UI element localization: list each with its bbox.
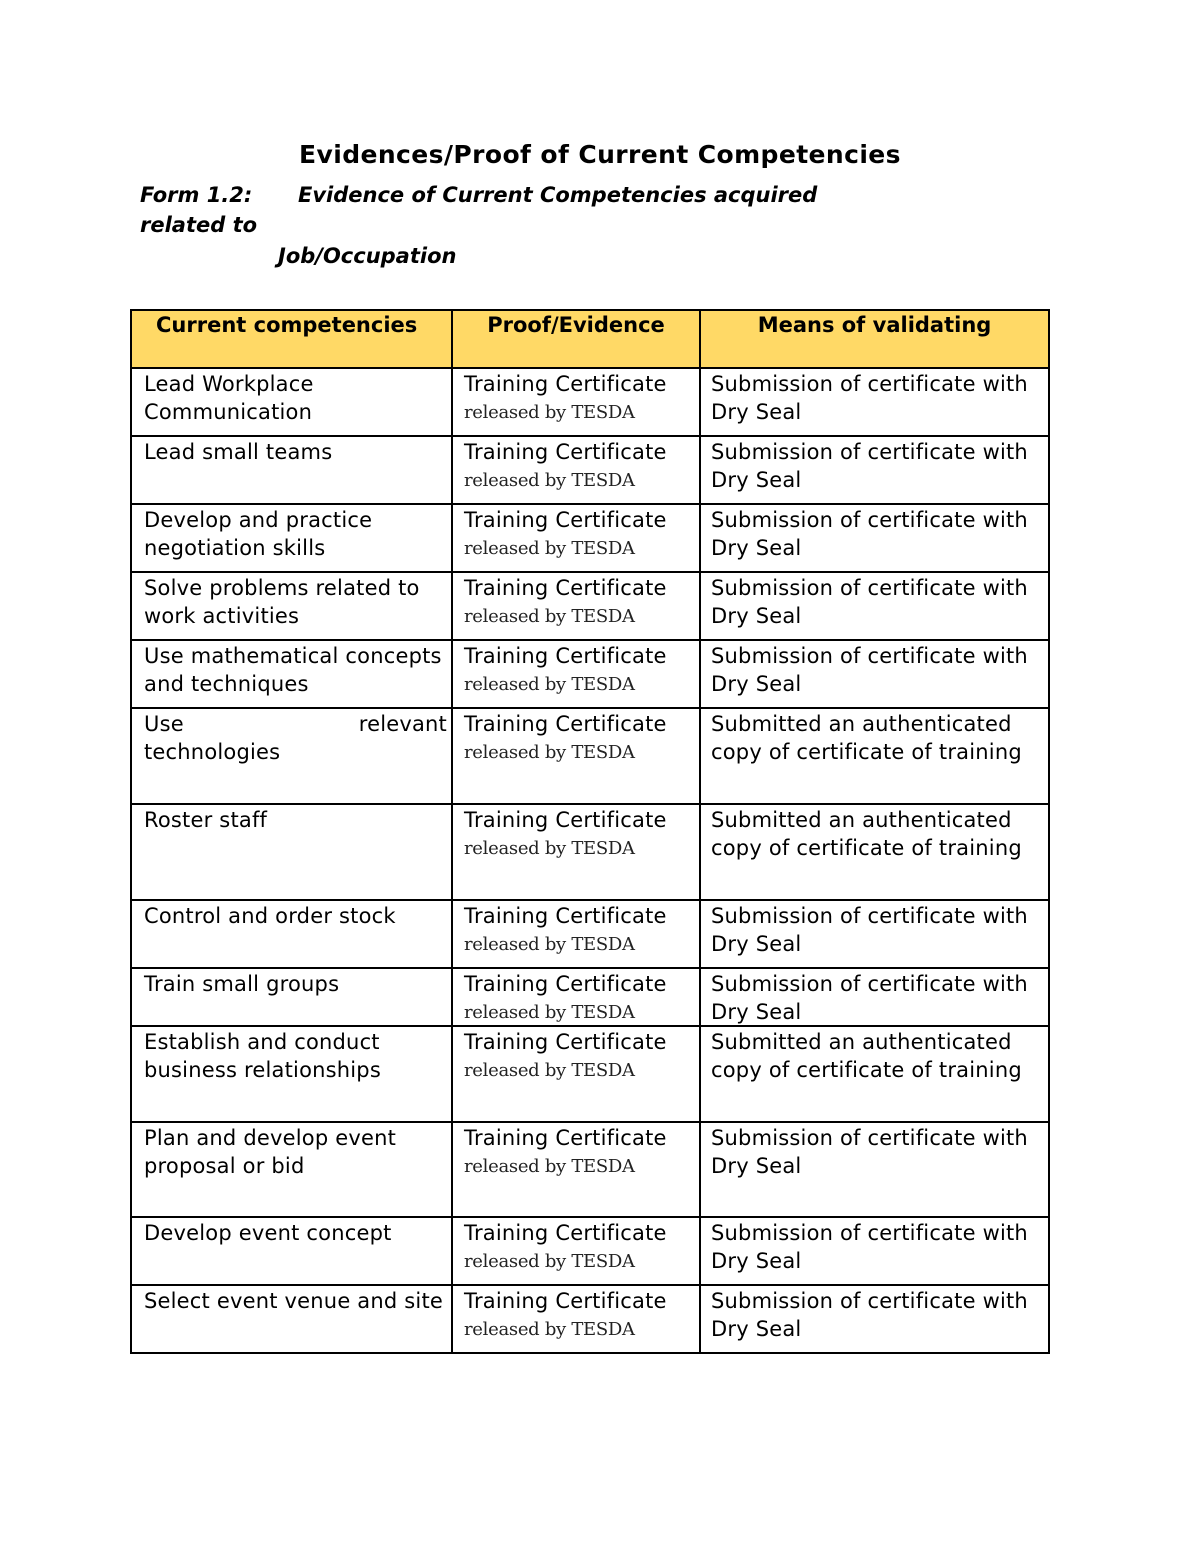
proof-cell xyxy=(452,804,700,900)
header-means-of-validating: Means of validating xyxy=(700,310,1049,368)
competency-cell xyxy=(131,968,452,1026)
competency-cell xyxy=(131,436,452,504)
proof-main-text: Training Certificate xyxy=(464,712,667,736)
proof-cell xyxy=(452,1122,700,1217)
means-cell xyxy=(700,900,1049,968)
proof-main-text: Training Certificate xyxy=(464,576,667,600)
means-text: Submission of certificate with Dry Seal xyxy=(711,1221,1028,1273)
proof-sub-text: released by TESDA xyxy=(464,673,635,695)
proof-main-text: Training Certificate xyxy=(464,1289,667,1313)
proof-main-text: Training Certificate xyxy=(464,644,667,668)
table-row xyxy=(131,1122,1049,1217)
competency-cell xyxy=(131,640,452,708)
means-text: Submission of certificate with Dry Seal xyxy=(711,904,1028,956)
competency-text: Establish and conduct business relationships xyxy=(144,1030,381,1082)
table-row xyxy=(131,640,1049,708)
means-text: Submission of certificate with Dry Seal xyxy=(711,440,1028,492)
proof-cell xyxy=(452,368,700,436)
table-header-row xyxy=(131,310,1049,368)
means-cell xyxy=(700,1026,1049,1122)
competency-text-line2: technologies xyxy=(144,739,281,764)
table-row xyxy=(131,1285,1049,1353)
competency-text: Develop and practice negotiation skills xyxy=(144,508,373,560)
means-cell xyxy=(700,1285,1049,1353)
competency-text: Plan and develop event proposal or bid xyxy=(144,1126,397,1178)
competency-cell xyxy=(131,1285,452,1353)
proof-main-text: Training Certificate xyxy=(464,1126,667,1150)
proof-cell xyxy=(452,968,700,1026)
means-cell xyxy=(700,640,1049,708)
table-row xyxy=(131,1217,1049,1285)
means-cell xyxy=(700,1217,1049,1285)
means-cell xyxy=(700,436,1049,504)
means-text: Submission of certificate with Dry Seal xyxy=(711,508,1028,560)
proof-sub-text: released by TESDA xyxy=(464,933,635,955)
proof-sub-text: released by TESDA xyxy=(464,1001,635,1023)
competency-cell xyxy=(131,368,452,436)
proof-sub-text: released by TESDA xyxy=(464,605,635,627)
competency-text-line1 xyxy=(144,711,449,739)
proof-cell xyxy=(452,1285,700,1353)
proof-sub-text: released by TESDA xyxy=(464,837,635,859)
form-text: Evidence of Current Competencies acquired xyxy=(298,183,818,207)
means-cell xyxy=(700,368,1049,436)
competency-text: Control and order stock xyxy=(144,904,396,928)
proof-main-text: Training Certificate xyxy=(464,440,667,464)
competency-cell xyxy=(131,1217,452,1285)
competency-text: Solve problems related to work activities xyxy=(144,576,420,628)
competency-text: Select event venue and site xyxy=(144,1289,444,1313)
means-text: Submission of certificate with Dry Seal xyxy=(711,1289,1028,1341)
proof-cell xyxy=(452,504,700,572)
means-cell xyxy=(700,572,1049,640)
proof-cell xyxy=(452,1217,700,1285)
proof-main-text: Training Certificate xyxy=(464,508,667,532)
proof-cell xyxy=(452,572,700,640)
competency-text: Roster staff xyxy=(144,808,268,832)
competency-cell xyxy=(131,1026,452,1122)
means-text: Submission of certificate with Dry Seal xyxy=(711,972,1028,1024)
proof-main-text: Training Certificate xyxy=(464,372,667,396)
competency-word: relevant xyxy=(358,712,447,736)
competencies-table xyxy=(130,309,1050,1354)
competency-text: Lead small teams xyxy=(144,440,333,464)
means-text: Submitted an authenticated copy of certificate of training xyxy=(711,712,1022,764)
header-current-competencies: Current competencies xyxy=(131,310,452,368)
form-text-line2: related to xyxy=(140,213,258,237)
means-text: Submission of certificate with Dry Seal xyxy=(711,644,1028,696)
proof-sub-text: released by TESDA xyxy=(464,1059,635,1081)
competency-cell xyxy=(131,504,452,572)
means-text: Submission of certificate with Dry Seal xyxy=(711,1126,1028,1178)
table-row xyxy=(131,1026,1049,1122)
means-text: Submitted an authenticated copy of certificate of training xyxy=(711,808,1022,860)
table-row xyxy=(131,504,1049,572)
form-text-line3: Job/Occupation xyxy=(278,244,457,268)
means-cell xyxy=(700,968,1049,1026)
header-proof-evidence: Proof/Evidence xyxy=(452,310,700,368)
means-cell xyxy=(700,504,1049,572)
table-row xyxy=(131,708,1049,804)
competency-cell xyxy=(131,708,452,804)
table-row xyxy=(131,968,1049,1026)
proof-cell xyxy=(452,900,700,968)
means-cell xyxy=(700,804,1049,900)
competency-word: Use xyxy=(144,712,184,736)
proof-main-text: Training Certificate xyxy=(464,972,667,996)
proof-main-text: Training Certificate xyxy=(464,1221,667,1245)
table-row xyxy=(131,804,1049,900)
proof-sub-text: released by TESDA xyxy=(464,1318,635,1340)
means-text: Submitted an authenticated copy of certificate of training xyxy=(711,1030,1022,1082)
competency-text: Develop event concept xyxy=(144,1221,392,1245)
proof-cell xyxy=(452,436,700,504)
proof-sub-text: released by TESDA xyxy=(464,469,635,491)
table-row xyxy=(131,900,1049,968)
competency-text: Train small groups xyxy=(144,972,340,996)
means-cell xyxy=(700,708,1049,804)
means-text: Submission of certificate with Dry Seal xyxy=(711,372,1028,424)
means-text: Submission of certificate with Dry Seal xyxy=(711,576,1028,628)
proof-sub-text: released by TESDA xyxy=(464,1250,635,1272)
competency-text: Use mathematical concepts and techniques xyxy=(144,644,442,696)
proof-cell xyxy=(452,1026,700,1122)
means-cell xyxy=(700,1122,1049,1217)
competency-cell xyxy=(131,1122,452,1217)
document-title: Evidences/Proof of Current Competencies xyxy=(299,140,901,169)
table-row xyxy=(131,572,1049,640)
competency-cell xyxy=(131,900,452,968)
form-heading xyxy=(140,180,940,210)
proof-main-text: Training Certificate xyxy=(464,1030,667,1054)
competency-cell xyxy=(131,572,452,640)
table-row xyxy=(131,368,1049,436)
proof-sub-text: released by TESDA xyxy=(464,741,635,763)
form-label: Form 1.2: xyxy=(140,183,253,207)
proof-sub-text: released by TESDA xyxy=(464,537,635,559)
proof-main-text: Training Certificate xyxy=(464,904,667,928)
proof-sub-text: released by TESDA xyxy=(464,1155,635,1177)
proof-cell xyxy=(452,640,700,708)
table-row xyxy=(131,436,1049,504)
competency-cell xyxy=(131,804,452,900)
proof-cell xyxy=(452,708,700,804)
proof-main-text: Training Certificate xyxy=(464,808,667,832)
proof-sub-text: released by TESDA xyxy=(464,401,635,423)
competency-text: Lead Workplace Communication xyxy=(144,372,314,424)
